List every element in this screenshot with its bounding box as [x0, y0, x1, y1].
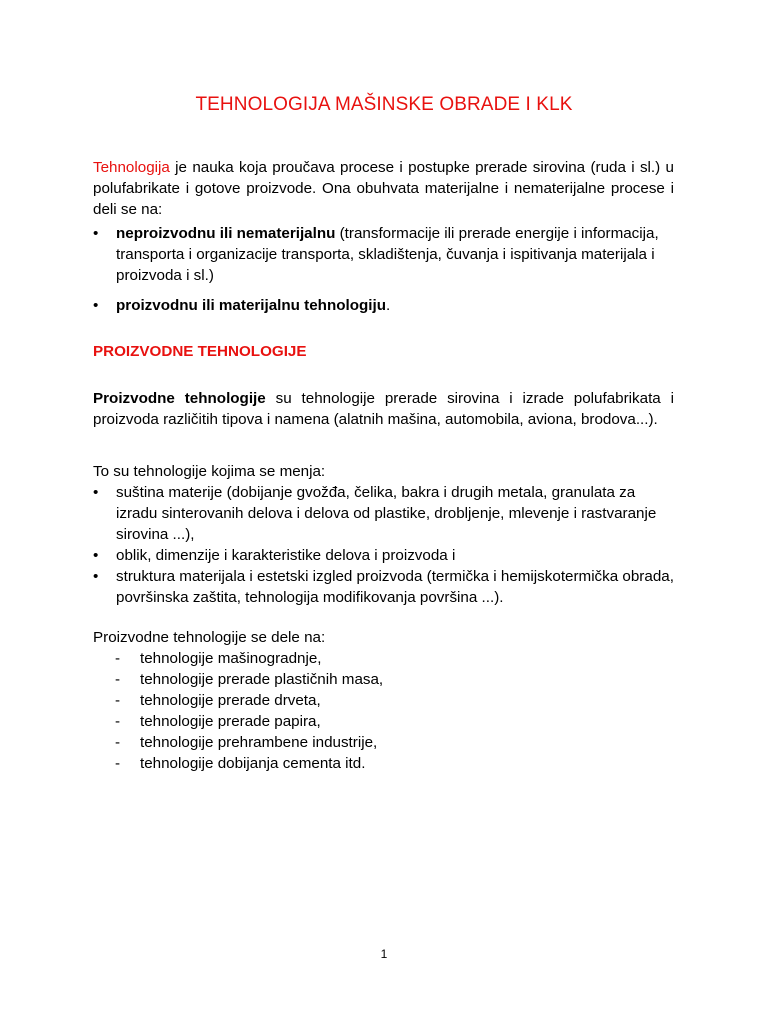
- list-item-text: (transformacije ili prerade energije i informacija, transporta i organizacije transporta, skladištenja, čuvanja i ispitivanja materijala i proizvoda i sl.): [116, 225, 659, 284]
- document-title: TEHNOLOGIJA MAŠINSKE OBRADE I KLK: [195, 94, 573, 115]
- bullet-icon: •: [93, 568, 99, 585]
- list-item-text: .: [386, 297, 391, 314]
- list-item: [93, 545, 674, 566]
- list-item: [115, 690, 675, 711]
- list-item: [93, 223, 674, 286]
- bullet-icon: •: [93, 297, 99, 314]
- intro-term: Tehnologija: [93, 159, 170, 176]
- list-item: [93, 482, 674, 545]
- list-item-text: tehnologije prehrambene industrije,: [140, 734, 378, 751]
- list-item: [115, 732, 675, 753]
- dash-icon: -: [115, 734, 121, 751]
- dash-icon: -: [115, 671, 121, 688]
- changes-list: [93, 482, 674, 608]
- list-item-text: tehnologije mašinogradnje,: [140, 650, 322, 667]
- definition-term: Proizvodne tehnologije: [93, 390, 266, 407]
- dash-icon: -: [115, 692, 121, 709]
- list-item-text: struktura materijala i estetski izgled proizvoda (termička i hemijskotermička obrada, površinska zaštita, tehnologija modifikovanja površina ...).: [116, 568, 674, 606]
- list-item: [115, 648, 675, 669]
- list-item-text: tehnologije prerade papira,: [140, 713, 321, 730]
- list-item-bold: neproizvodnu ili nematerijalnu: [116, 225, 336, 242]
- dash-icon: -: [115, 713, 121, 730]
- divisions-intro: Proizvodne tehnologije se dele na:: [93, 629, 326, 646]
- intro-paragraph: [93, 157, 674, 220]
- section-heading: PROIZVODNE TEHNOLOGIJE: [93, 343, 307, 360]
- list-item: [115, 753, 675, 774]
- dash-icon: -: [115, 650, 121, 667]
- list-item: [115, 669, 675, 690]
- technology-types-list: [93, 223, 674, 316]
- page-number: 1: [380, 947, 388, 961]
- divisions-list: [115, 648, 675, 774]
- definition-text: su tehnologije prerade sirovina i izrade polufabrikata i proizvoda različitih tipova i namena (alatnih mašina, automobila, aviona, brodova...).: [93, 390, 674, 428]
- bullet-icon: •: [93, 484, 99, 501]
- list-item: [93, 295, 674, 316]
- changes-intro: To su tehnologije kojima se menja:: [93, 463, 326, 480]
- list-item-text: oblik, dimenzije i karakteristike delova i proizvoda i: [116, 547, 456, 564]
- list-item-bold: proizvodnu ili materijalnu tehnologiju: [116, 297, 387, 314]
- list-item-text: tehnologije prerade drveta,: [140, 692, 321, 709]
- list-item-text: tehnologije dobijanja cementa itd.: [140, 755, 366, 772]
- definition-paragraph: [93, 388, 674, 430]
- intro-text: je nauka koja proučava procese i postupke prerade sirovina (ruda i sl.) u polufabrikate i gotove proizvode. Ona obuhvata materijalne i nematerijalne procese i deli se na:: [93, 159, 674, 218]
- list-item-text: tehnologije prerade plastičnih masa,: [140, 671, 384, 688]
- list-item: [93, 566, 674, 608]
- list-item-text: suština materije (dobijanje gvožđa, čelika, bakra i drugih metala, granulata za izradu sinterovanih delova i delova od plastike, drobljenje, mlevenje i rastvaranje sirovina ...),: [116, 484, 657, 543]
- bullet-icon: •: [93, 225, 99, 242]
- list-item: [115, 711, 675, 732]
- bullet-icon: •: [93, 547, 99, 564]
- dash-icon: -: [115, 755, 121, 772]
